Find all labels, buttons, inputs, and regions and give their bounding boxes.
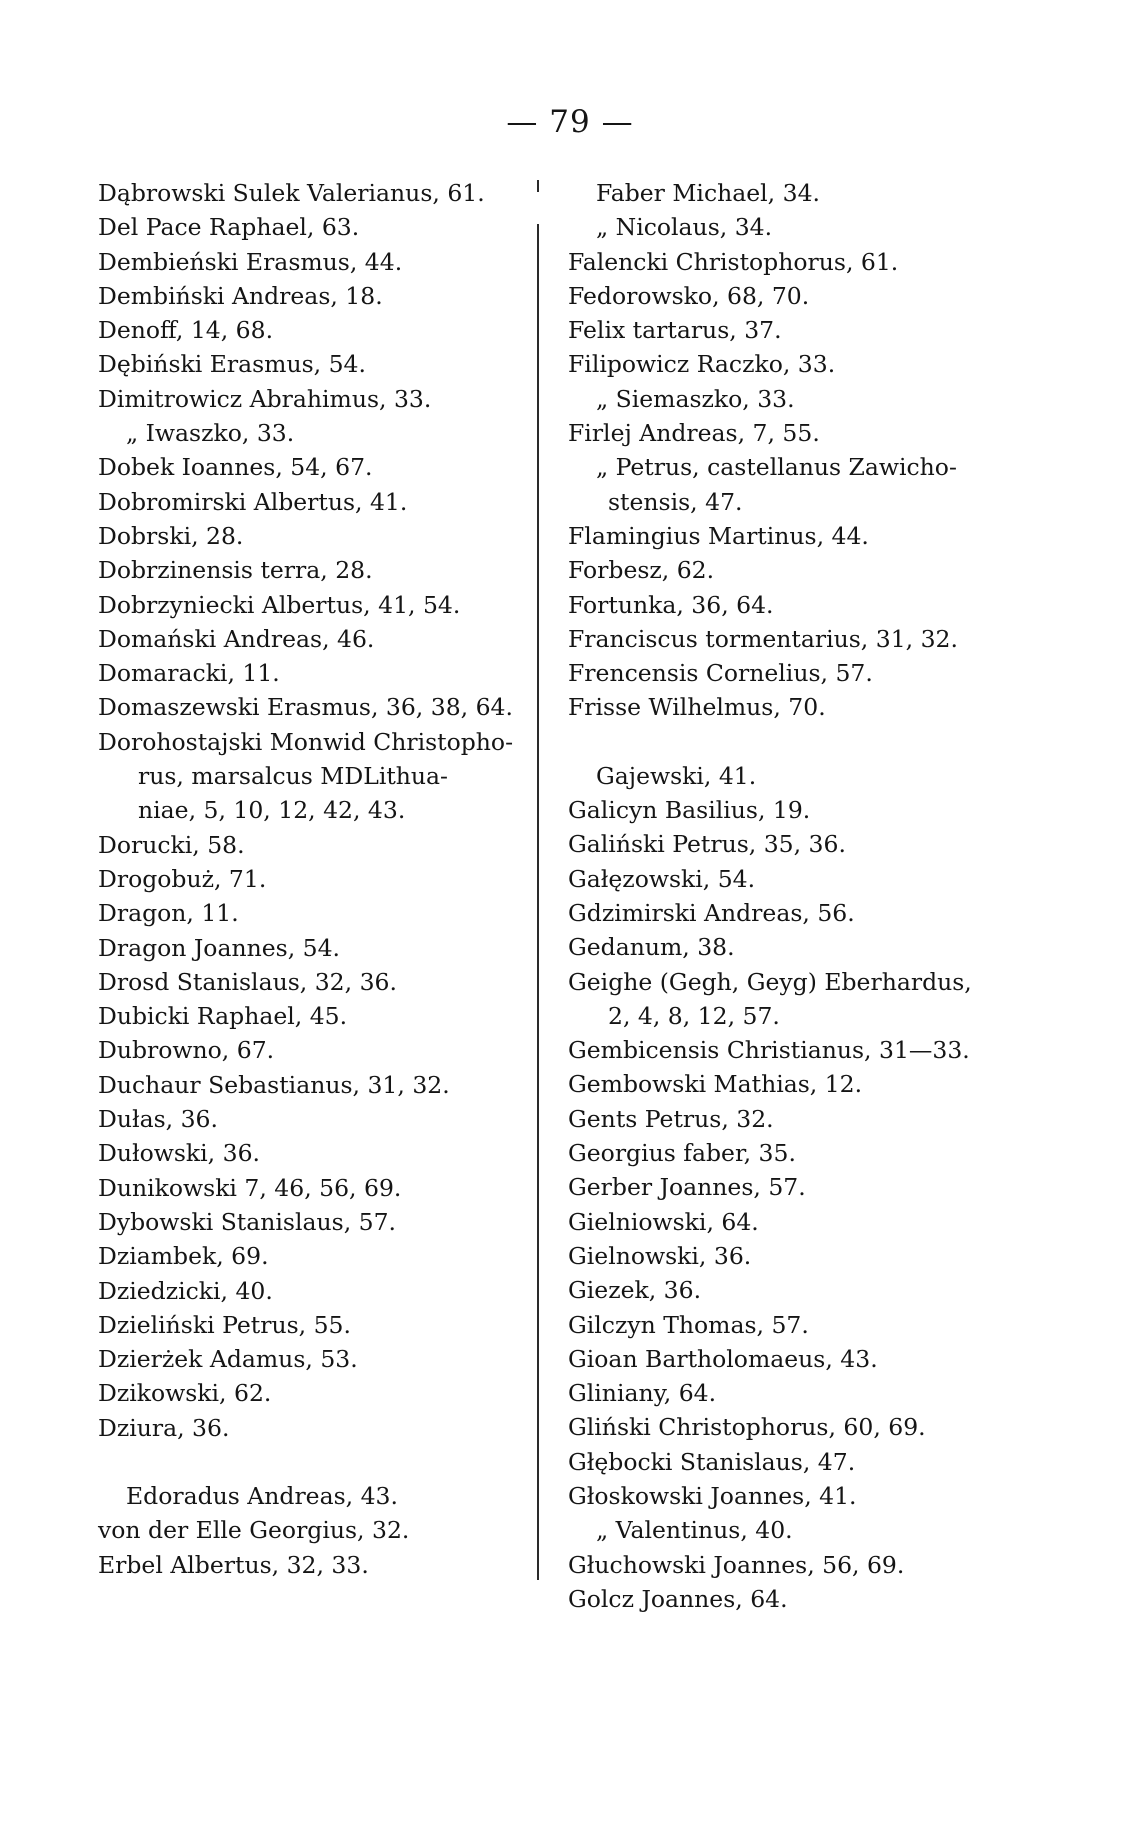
index-entry: Golcz Joannes, 64. bbox=[568, 1584, 788, 1613]
index-entry: Dorohostajski Monwid Christopho- bbox=[98, 727, 514, 756]
index-entry: Gdzimirski Andreas, 56. bbox=[568, 898, 855, 927]
index-entry: Fedorowsko, 68, 70. bbox=[568, 281, 810, 310]
index-entry: Del Pace Raphael, 63. bbox=[98, 213, 360, 242]
index-entry: Dobrzyniecki Albertus, 41, 54. bbox=[98, 590, 461, 619]
index-entry: Dębiński Erasmus, 54. bbox=[98, 350, 366, 379]
index-entry: Głuchowski Joannes, 56, 69. bbox=[568, 1550, 905, 1579]
index-entry: Dąbrowski Sulek Valerianus, 61. bbox=[98, 179, 485, 207]
index-entry-continuation: 2, 4, 8, 12, 57. bbox=[608, 1001, 780, 1030]
index-entry: Gembowski Mathias, 12. bbox=[568, 1070, 863, 1099]
index-column-left bbox=[98, 176, 528, 1582]
index-entry: Flamingius Martinus, 44. bbox=[568, 521, 869, 550]
index-entry: Drogobuż, 71. bbox=[98, 864, 267, 893]
index-entry: Głoskowski Joannes, 41. bbox=[568, 1481, 857, 1510]
index-entry: Dzikowski, 62. bbox=[98, 1379, 272, 1408]
index-entry: Gielnowski, 36. bbox=[568, 1241, 752, 1270]
index-entry: Franciscus tormentarius, 31, 32. bbox=[568, 624, 958, 653]
index-entry: Gielniowski, 64. bbox=[568, 1207, 759, 1236]
index-entry: Georgius faber, 35. bbox=[568, 1139, 796, 1168]
index-entry: Gliński Christophorus, 60, 69. bbox=[568, 1413, 926, 1442]
index-entry: „ Siemaszko, 33. bbox=[596, 384, 795, 413]
index-entry: Dybowski Stanislaus, 57. bbox=[98, 1207, 397, 1236]
index-entry: Denoff, 14, 68. bbox=[98, 316, 274, 345]
index-entry: Dorucki, 58. bbox=[98, 830, 245, 859]
index-entry-continuation: rus, marsalcus MDLithua- bbox=[138, 762, 448, 791]
column-divider bbox=[537, 180, 539, 1580]
index-entry: Dobrzinensis terra, 28. bbox=[98, 556, 373, 585]
index-entry: Domaracki, 11. bbox=[98, 659, 280, 688]
index-entry: Gajewski, 41. bbox=[596, 761, 757, 790]
index-entry: Gembicensis Christianus, 31—33. bbox=[568, 1036, 970, 1065]
index-entry: Dobromirski Albertus, 41. bbox=[98, 487, 408, 516]
index-entry: Frencensis Cornelius, 57. bbox=[568, 659, 873, 688]
index-entry: Frisse Wilhelmus, 70. bbox=[568, 693, 826, 722]
index-entry: Dułas, 36. bbox=[98, 1105, 218, 1134]
index-entry: Dragon Joannes, 54. bbox=[98, 933, 341, 962]
index-entry: Dziedzicki, 40. bbox=[98, 1276, 273, 1305]
index-entry: Dragon, 11. bbox=[98, 899, 239, 928]
index-entry: Dubrowno, 67. bbox=[98, 1036, 275, 1065]
index-entry: Dzierżek Adamus, 53. bbox=[98, 1345, 358, 1374]
index-entry: „ Iwaszko, 33. bbox=[126, 419, 295, 448]
index-entry: Dziambek, 69. bbox=[98, 1242, 269, 1271]
index-entry-continuation: stensis, 47. bbox=[608, 487, 743, 516]
index-column-right bbox=[568, 176, 1048, 1616]
index-entry: Geighe (Gegh, Geyg) Eberhardus, bbox=[568, 967, 972, 996]
index-entry: Erbel Albertus, 32, 33. bbox=[98, 1550, 369, 1579]
index-entry: Gałęzowski, 54. bbox=[568, 864, 756, 893]
index-entry-continuation: niae, 5, 10, 12, 42, 43. bbox=[138, 796, 406, 825]
index-entry: Drosd Stanislaus, 32, 36. bbox=[98, 967, 397, 996]
index-entry: „ Valentinus, 40. bbox=[596, 1516, 793, 1545]
index-entry: Dzieliński Petrus, 55. bbox=[98, 1310, 351, 1339]
index-entry: Domański Andreas, 46. bbox=[98, 624, 375, 653]
index-entry: Falencki Christophorus, 61. bbox=[568, 247, 899, 276]
index-entry: Filipowicz Raczko, 33. bbox=[568, 350, 836, 379]
index-entry: Dubicki Raphael, 45. bbox=[98, 1002, 348, 1031]
index-entry: Domaszewski Erasmus, 36, 38, 64. bbox=[98, 693, 513, 722]
index-entry: „ Petrus, castellanus Zawicho- bbox=[596, 453, 957, 482]
index-entry: Gerber Joannes, 57. bbox=[568, 1173, 806, 1202]
page-number: — 79 — bbox=[506, 104, 634, 140]
index-entry: Głębocki Stanislaus, 47. bbox=[568, 1447, 856, 1476]
index-entry: Dembiński Andreas, 18. bbox=[98, 281, 383, 310]
index-entry: „ Nicolaus, 34. bbox=[596, 213, 773, 242]
index-entry: Duchaur Sebastianus, 31, 32. bbox=[98, 1070, 450, 1099]
index-entry: Gents Petrus, 32. bbox=[568, 1104, 774, 1133]
index-entry: Felix tartarus, 37. bbox=[568, 316, 782, 345]
index-entry: Edoradus Andreas, 43. bbox=[126, 1481, 398, 1510]
index-entry: Gioan Bartholomaeus, 43. bbox=[568, 1344, 878, 1373]
index-entry: Giezek, 36. bbox=[568, 1276, 702, 1305]
index-entry: Dobek Ioannes, 54, 67. bbox=[98, 453, 373, 482]
index-entry: Dembieński Erasmus, 44. bbox=[98, 247, 403, 276]
index-entry: Gliniany, 64. bbox=[568, 1379, 717, 1408]
index-entry: Galicyn Basilius, 19. bbox=[568, 796, 811, 825]
index-entry: Gedanum, 38. bbox=[568, 933, 735, 962]
index-entry: Galiński Petrus, 35, 36. bbox=[568, 830, 846, 859]
index-entry: Gilczyn Thomas, 57. bbox=[568, 1310, 809, 1339]
index-entry: Faber Michael, 34. bbox=[596, 179, 820, 207]
index-entry: von der Elle Georgius, 32. bbox=[98, 1516, 410, 1545]
index-entry: Dimitrowicz Abrahimus, 33. bbox=[98, 384, 432, 413]
index-entry: Dziura, 36. bbox=[98, 1413, 230, 1442]
index-entry: Firlej Andreas, 7, 55. bbox=[568, 419, 820, 448]
index-entry: Dobrski, 28. bbox=[98, 521, 244, 550]
index-entry: Forbesz, 62. bbox=[568, 556, 715, 585]
index-entry: Dułowski, 36. bbox=[98, 1139, 260, 1168]
index-entry: Dunikowski 7, 46, 56, 69. bbox=[98, 1173, 402, 1202]
index-entry: Fortunka, 36, 64. bbox=[568, 590, 774, 619]
